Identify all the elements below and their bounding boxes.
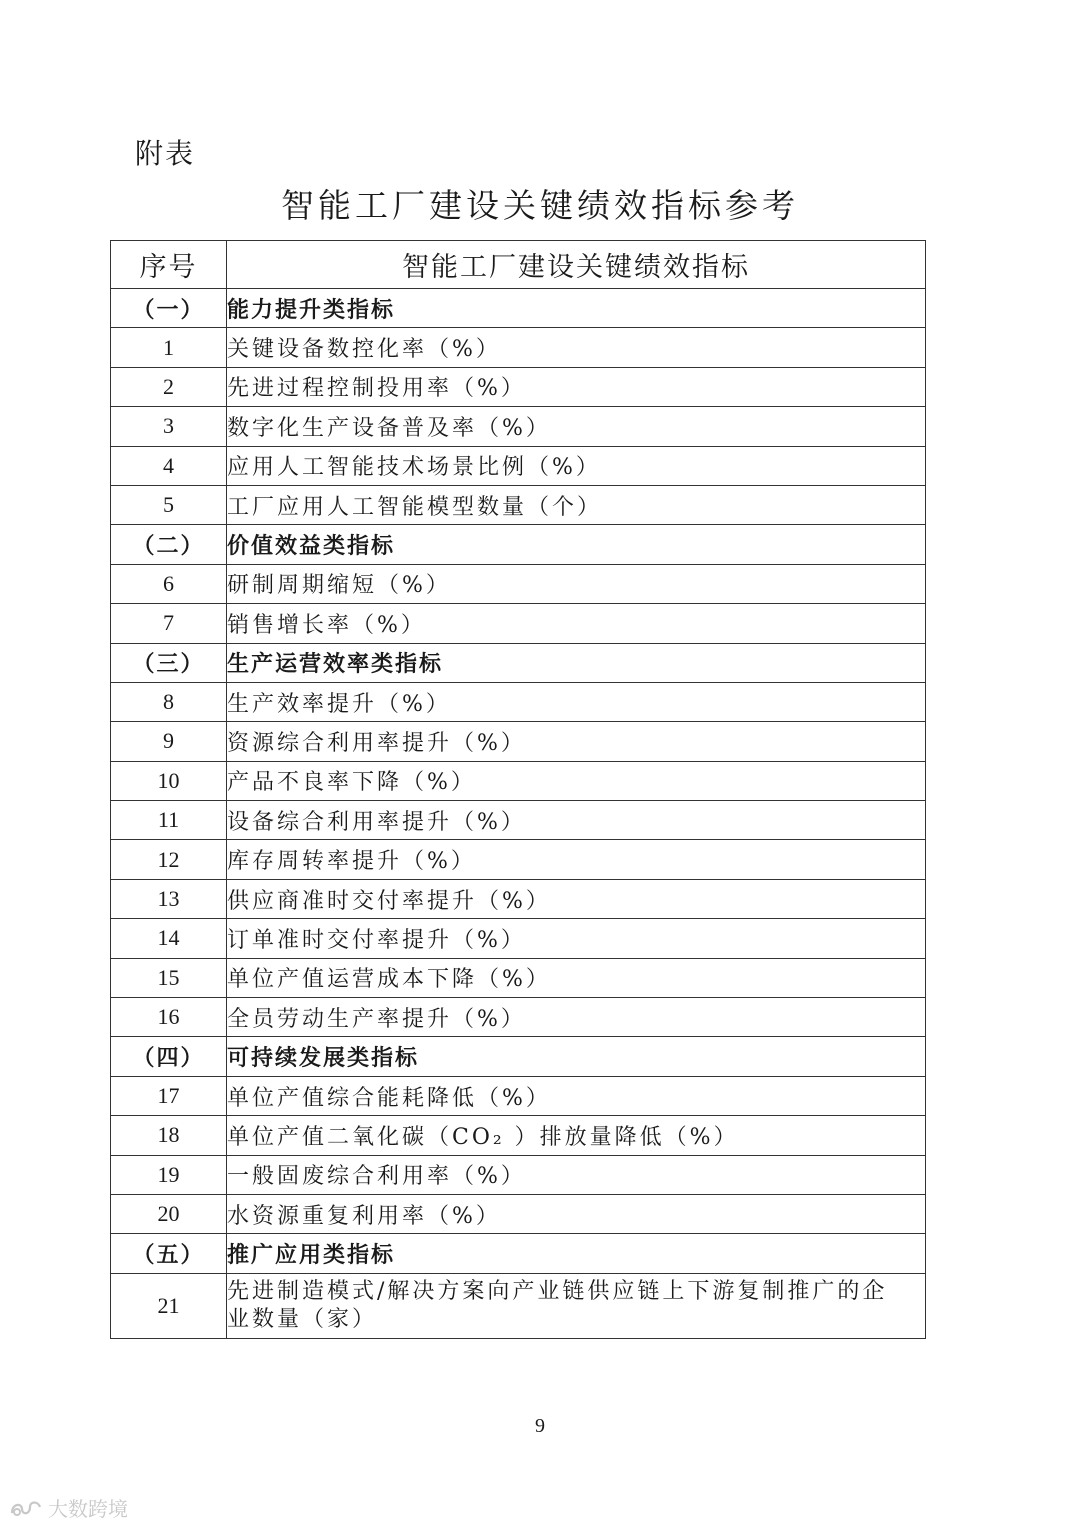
indicator-name: 工厂应用人工智能模型数量（个） bbox=[227, 485, 926, 524]
category-row bbox=[111, 643, 926, 682]
row-seq: （一） bbox=[111, 289, 227, 328]
watermark bbox=[8, 1493, 128, 1522]
indicator-name: 应用人工智能技术场景比例（%） bbox=[227, 446, 926, 485]
table-body bbox=[111, 289, 926, 1339]
category-name: 能力提升类指标 bbox=[227, 289, 926, 328]
row-seq: （五） bbox=[111, 1234, 227, 1273]
table-row bbox=[111, 1155, 926, 1194]
table-row bbox=[111, 919, 926, 958]
indicator-name: 产品不良率下降（%） bbox=[227, 761, 926, 800]
watermark-logo-icon bbox=[8, 1497, 44, 1519]
category-row bbox=[111, 525, 926, 564]
row-seq: （三） bbox=[111, 643, 227, 682]
indicator-name: 研制周期缩短（%） bbox=[227, 564, 926, 603]
table-row bbox=[111, 564, 926, 603]
category-row bbox=[111, 1037, 926, 1076]
indicator-name: 先进制造模式/解决方案向产业链供应链上下游复制推广的企业数量（家） bbox=[227, 1273, 926, 1338]
table-header-row bbox=[111, 241, 926, 289]
page-number: 9 bbox=[535, 1415, 545, 1437]
category-row bbox=[111, 289, 926, 328]
indicator-name: 水资源重复利用率（%） bbox=[227, 1194, 926, 1233]
table-row bbox=[111, 998, 926, 1037]
indicator-name: 供应商准时交付率提升（%） bbox=[227, 879, 926, 918]
indicator-name: 生产效率提升（%） bbox=[227, 682, 926, 721]
table-row bbox=[111, 879, 926, 918]
table-row bbox=[111, 1076, 926, 1115]
row-seq: 8 bbox=[111, 682, 227, 721]
indicator-name: 全员劳动生产率提升（%） bbox=[227, 998, 926, 1037]
table-row bbox=[111, 682, 926, 721]
row-seq: 20 bbox=[111, 1194, 227, 1233]
table-row bbox=[111, 446, 926, 485]
table-row bbox=[111, 485, 926, 524]
row-seq: 19 bbox=[111, 1155, 227, 1194]
watermark-text: 大数跨境 bbox=[48, 1497, 128, 1521]
row-seq: （二） bbox=[111, 525, 227, 564]
category-row bbox=[111, 1234, 926, 1273]
row-seq: 17 bbox=[111, 1076, 227, 1115]
row-seq: 10 bbox=[111, 761, 227, 800]
header-name: 智能工厂建设关键绩效指标 bbox=[227, 241, 926, 289]
table-row bbox=[111, 840, 926, 879]
category-name: 价值效益类指标 bbox=[227, 525, 926, 564]
row-seq: 2 bbox=[111, 367, 227, 406]
row-seq: 1 bbox=[111, 328, 227, 367]
row-seq: 12 bbox=[111, 840, 227, 879]
row-seq: 13 bbox=[111, 879, 227, 918]
indicator-name: 设备综合利用率提升（%） bbox=[227, 801, 926, 840]
row-seq: 3 bbox=[111, 407, 227, 446]
indicator-name: 销售增长率（%） bbox=[227, 604, 926, 643]
table-row bbox=[111, 958, 926, 997]
indicator-name: 先进过程控制投用率（%） bbox=[227, 367, 926, 406]
row-seq: 7 bbox=[111, 604, 227, 643]
table-row bbox=[111, 801, 926, 840]
row-seq: 16 bbox=[111, 998, 227, 1037]
category-name: 可持续发展类指标 bbox=[227, 1037, 926, 1076]
header-seq: 序号 bbox=[111, 241, 227, 289]
table-row bbox=[111, 367, 926, 406]
appendix-label: 附表 bbox=[135, 137, 196, 170]
row-seq: 4 bbox=[111, 446, 227, 485]
table-row bbox=[111, 407, 926, 446]
table-row bbox=[111, 1273, 926, 1338]
row-seq: 18 bbox=[111, 1116, 227, 1155]
table-row bbox=[111, 604, 926, 643]
table-row bbox=[111, 328, 926, 367]
indicator-name: 关键设备数控化率（%） bbox=[227, 328, 926, 367]
table-row bbox=[111, 761, 926, 800]
row-seq: 9 bbox=[111, 722, 227, 761]
indicator-name: 一般固废综合利用率（%） bbox=[227, 1155, 926, 1194]
indicator-name: 单位产值运营成本下降（%） bbox=[227, 958, 926, 997]
row-seq: 21 bbox=[111, 1273, 227, 1338]
category-name: 生产运营效率类指标 bbox=[227, 643, 926, 682]
row-seq: 5 bbox=[111, 485, 227, 524]
indicator-name: 库存周转率提升（%） bbox=[227, 840, 926, 879]
indicator-name: 单位产值综合能耗降低（%） bbox=[227, 1076, 926, 1115]
table-row bbox=[111, 1116, 926, 1155]
row-seq: 6 bbox=[111, 564, 227, 603]
row-seq: 11 bbox=[111, 801, 227, 840]
row-seq: 15 bbox=[111, 958, 227, 997]
indicator-name: 订单准时交付率提升（%） bbox=[227, 919, 926, 958]
indicator-name: 数字化生产设备普及率（%） bbox=[227, 407, 926, 446]
kpi-table bbox=[110, 240, 926, 1339]
indicator-name: 单位产值二氧化碳（CO₂ ）排放量降低（%） bbox=[227, 1116, 926, 1155]
document-title: 智能工厂建设关键绩效指标参考 bbox=[281, 186, 799, 225]
row-seq: 14 bbox=[111, 919, 227, 958]
table-row bbox=[111, 722, 926, 761]
table-row bbox=[111, 1194, 926, 1233]
indicator-name: 资源综合利用率提升（%） bbox=[227, 722, 926, 761]
row-seq: （四） bbox=[111, 1037, 227, 1076]
category-name: 推广应用类指标 bbox=[227, 1234, 926, 1273]
